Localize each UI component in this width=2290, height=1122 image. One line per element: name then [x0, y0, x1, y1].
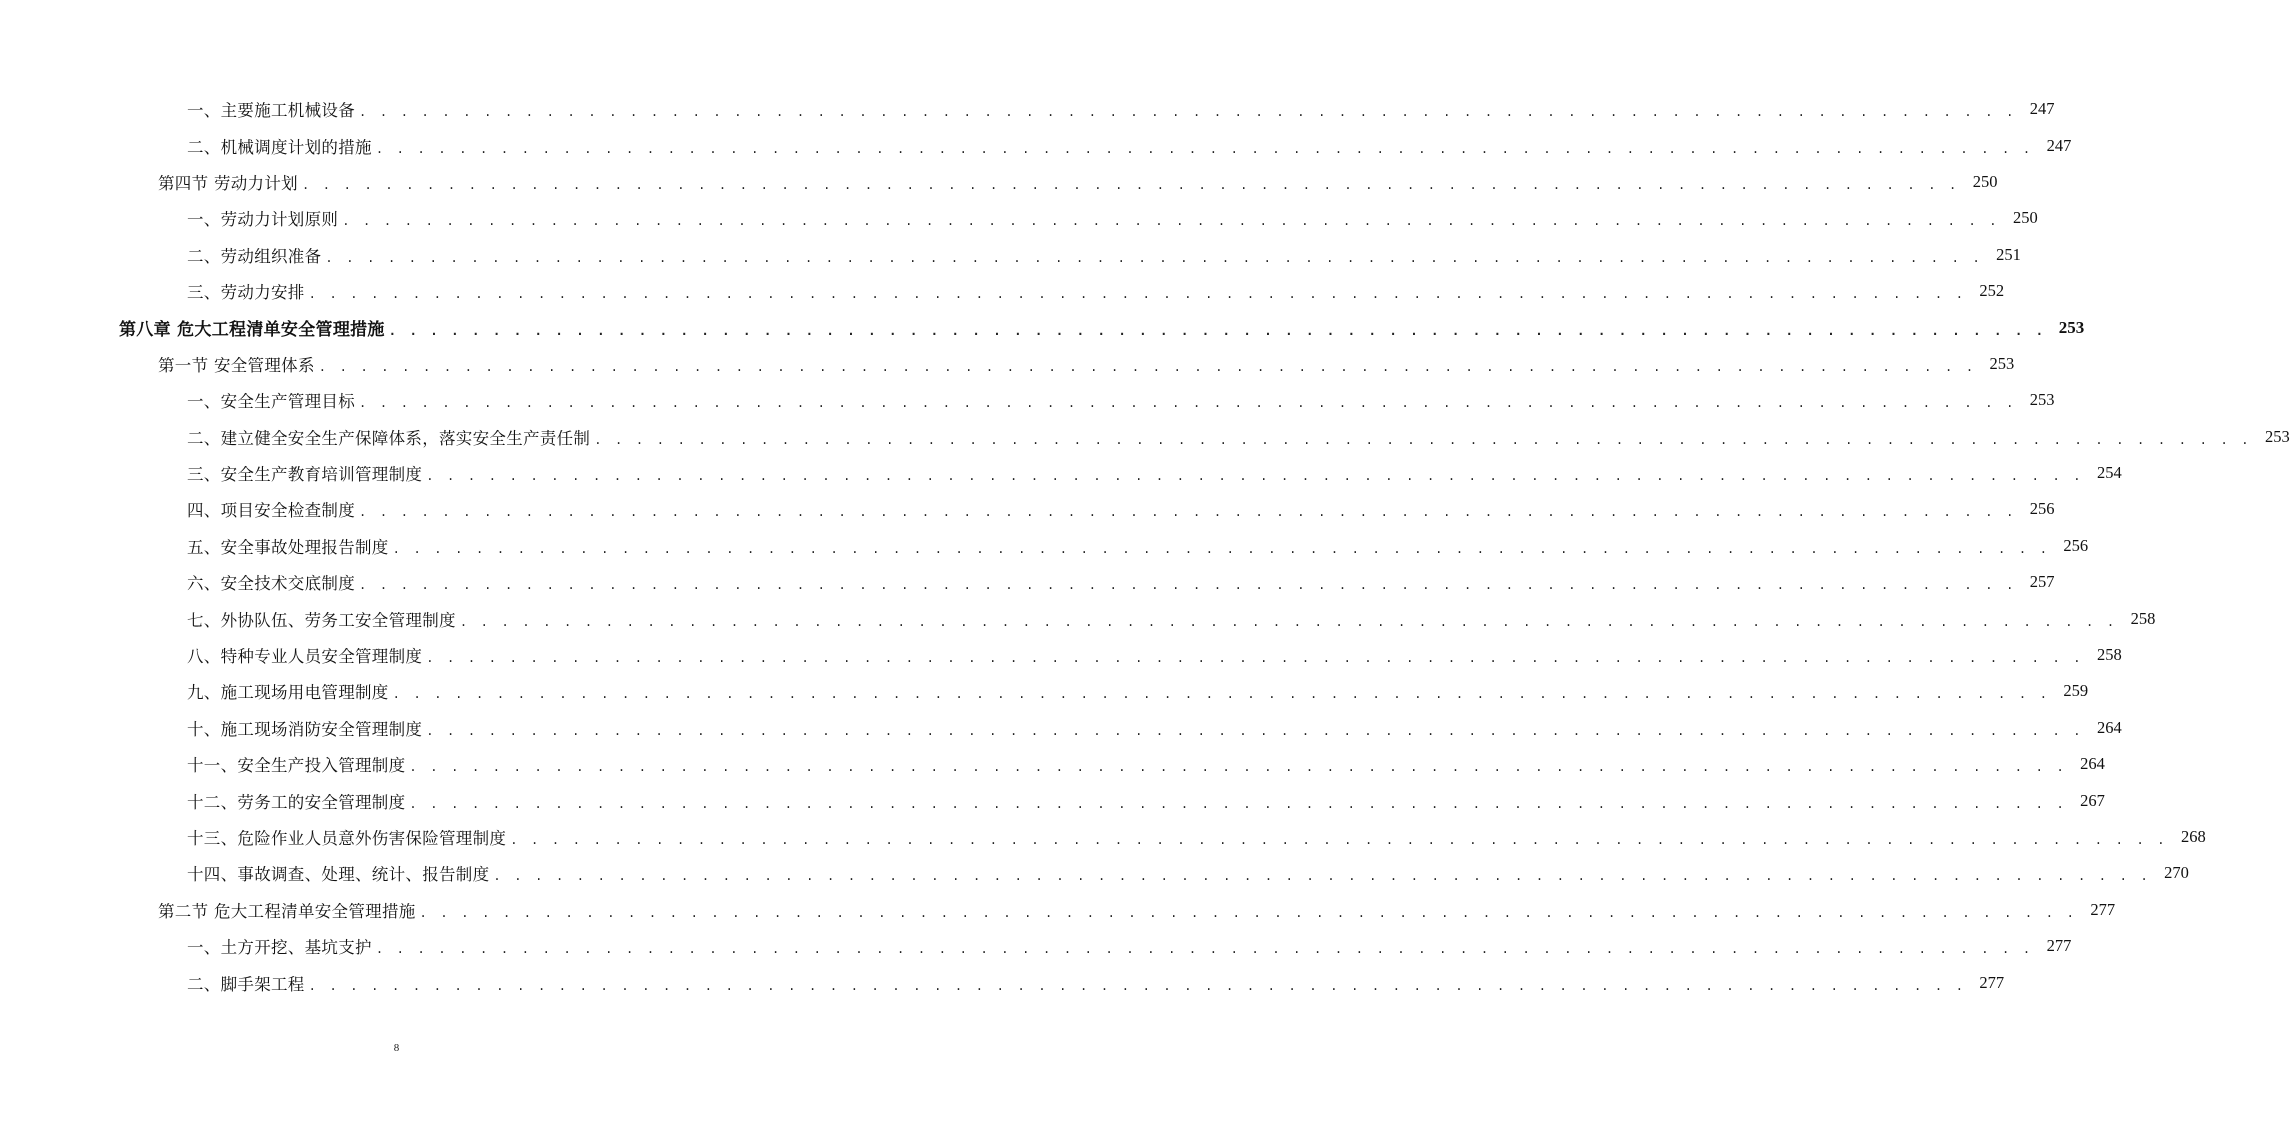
toc-dot-leader: . . . . . . . . . . . . . . . . . . . . . . . . . . . . . . . . . . . . . . . . . . . . . . . . . . . . . . . . . . . . . . . . . . . . . . . . . . . . . . . .	[392, 541, 2051, 556]
toc-entry-page: 268	[2180, 827, 2206, 846]
toc-entry-page: 253	[2029, 390, 2055, 410]
toc-dot-leader: . . . . . . . . . . . . . . . . . . . . . . . . . . . . . . . . . . . . . . . . . . . . . . . . . . . . . . . . . . . . . . . . . . . . . . . . . . . . . . . .	[301, 177, 1960, 192]
toc-dot-leader: . . . . . . . . . . . . . . . . . . . . . . . . . . . . . . . . . . . . . . . . . . . . . . . . . . . . . . . . . . . . . . . . . . . . . . . . . . . . . . . .	[318, 359, 1977, 374]
toc-dot-leader: . . . . . . . . . . . . . . . . . . . . . . . . . . . . . . . . . . . . . . . . . . . . . . . . . . . . . . . . . . . . . . . . . . . . . . . . . . . . . . . .	[426, 723, 2084, 738]
toc-entry-page: 277	[2090, 899, 2116, 919]
toc-entry-page: 250	[1972, 171, 1998, 191]
toc-entry-page: 254	[2096, 463, 2122, 483]
toc-entry-title: 一、主要施工机械设备	[187, 101, 355, 121]
toc-entry-title: 一、土方开挖、基坑支护	[187, 938, 372, 958]
toc-entry-title: 九、施工现场用电管理制度	[187, 683, 389, 703]
toc-entry-title: 三、劳动力安排	[187, 283, 305, 303]
toc-entry-title: 二、建立健全安全生产保障体系，落实安全生产责任制	[187, 428, 591, 448]
toc-entry-title: 五、安全事故处理报告制度	[187, 537, 389, 557]
toc-dot-leader: . . . . . . . . . . . . . . . . . . . . . . . . . . . . . . . . . . . . . . . . . . . . . . . . . . . . . . . . . . . . . . . . . . . . . . . . . . . . . . . .	[409, 760, 2067, 775]
toc-entry-title: 第一节 安全管理体系	[158, 355, 315, 375]
toc-entry-4[interactable]	[0, 200, 2038, 236]
page-number: 8	[393, 1042, 400, 1054]
toc-entry-page: 256	[2063, 535, 2089, 555]
toc-entry-title: 四、项目安全检查制度	[187, 501, 355, 521]
toc-entry-title: 十四、事故调查、处理、统计、报告制度	[187, 865, 490, 885]
toc-dot-leader: . . . . . . . . . . . . . . . . . . . . . . . . . . . . . . . . . . . . . . . . . . . . . . . . . . . . . . . . . . . . . . . . . . . . . . . . . . . . . . . .	[388, 323, 2047, 338]
toc-entry-12[interactable]	[0, 491, 2055, 527]
toc-entry-page: 253	[2058, 317, 2085, 337]
toc-dot-leader: . . . . . . . . . . . . . . . . . . . . . . . . . . . . . . . . . . . . . . . . . . . . . . . . . . . . . . . . . . . . . . . . . . . . . . . . . . . . . . . .	[459, 614, 2118, 629]
toc-dot-leader: . . . . . . . . . . . . . . . . . . . . . . . . . . . . . . . . . . . . . . . . . . . . . . . . . . . . . . . . . . . . . . . . . . . . . . . . . . . . . . . .	[392, 687, 2051, 702]
toc-entry-9[interactable]	[0, 382, 2055, 418]
toc-entry-title: 十三、危险作业人员意外伤害保险管理制度	[187, 829, 507, 848]
toc-dot-leader: . . . . . . . . . . . . . . . . . . . . . . . . . . . . . . . . . . . . . . . . . . . . . . . . . . . . . . . . . . . . . . . . . . . . . . . . . . . . . . . .	[375, 942, 2034, 957]
toc-entry-1[interactable]	[0, 91, 2055, 127]
toc-entry-10[interactable]	[0, 419, 2290, 455]
toc-dot-leader: . . . . . . . . . . . . . . . . . . . . . . . . . . . . . . . . . . . . . . . . . . . . . . . . . . . . . . . . . . . . . . . . . . . . . . . . . . . . . . . .	[359, 105, 2017, 120]
toc-dot-leader: . . . . . . . . . . . . . . . . . . . . . . . . . . . . . . . . . . . . . . . . . . . . . . . . . . . . . . . . . . . . . . . . . . . . . . . . . . . . . . . .	[426, 469, 2084, 484]
table-of-contents	[0, 91, 2290, 1001]
toc-dot-leader: . . . . . . . . . . . . . . . . . . . . . . . . . . . . . . . . . . . . . . . . . . . . . . . . . . . . . . . . . . . . . . . . . . . . . . . . . . . . . . . .	[342, 214, 2000, 229]
toc-entry-title: 六、安全技术交底制度	[187, 574, 355, 594]
toc-entry-23[interactable]	[0, 892, 2116, 928]
toc-entry-page: 264	[2080, 754, 2105, 774]
toc-entry-19[interactable]	[0, 746, 2105, 782]
toc-entry-21[interactable]	[0, 819, 2206, 855]
toc-entry-title: 第八章 危大工程清单安全管理措施	[119, 320, 385, 341]
toc-dot-leader: . . . . . . . . . . . . . . . . . . . . . . . . . . . . . . . . . . . . . . . . . . . . . . . . . . . . . . . . . . . . . . . . . . . . . . . . . . . . . . . .	[493, 869, 2151, 884]
toc-entry-title: 十、施工现场消防安全管理制度	[187, 719, 423, 739]
toc-entry-11[interactable]	[0, 455, 2122, 491]
toc-entry-page: 277	[2046, 936, 2072, 956]
toc-entry-title: 第四节 劳动力计划	[158, 173, 298, 193]
toc-dot-leader: . . . . . . . . . . . . . . . . . . . . . . . . . . . . . . . . . . . . . . . . . . . . . . . . . . . . . . . . . . . . . . . . . . . . . . . . . . . . . . . .	[308, 978, 1967, 993]
toc-entry-page: 277	[1979, 972, 2005, 992]
toc-dot-leader: . . . . . . . . . . . . . . . . . . . . . . . . . . . . . . . . . . . . . . . . . . . . . . . . . . . . . . . . . . . . . . . . . . . . . . . . . . . . . . . .	[594, 432, 2252, 447]
toc-entry-15[interactable]	[0, 600, 2156, 636]
toc-entry-page: 258	[2096, 645, 2122, 665]
toc-dot-leader: . . . . . . . . . . . . . . . . . . . . . . . . . . . . . . . . . . . . . . . . . . . . . . . . . . . . . . . . . . . . . . . . . . . . . . . . . . . . . . . .	[426, 651, 2084, 666]
toc-entry-3[interactable]	[0, 164, 1998, 200]
toc-entry-8[interactable]	[0, 346, 2015, 382]
toc-entry-2[interactable]	[0, 127, 2072, 163]
toc-entry-16[interactable]	[0, 637, 2122, 673]
toc-entry-5[interactable]	[0, 237, 2021, 273]
toc-entry-14[interactable]	[0, 564, 2055, 600]
toc-entry-title: 一、劳动力计划原则	[187, 210, 339, 230]
toc-entry-page: 251	[1996, 244, 2021, 264]
toc-dot-leader: . . . . . . . . . . . . . . . . . . . . . . . . . . . . . . . . . . . . . . . . . . . . . . . . . . . . . . . . . . . . . . . . . . . . . . . . . . . . . . . .	[409, 796, 2067, 811]
toc-dot-leader: . . . . . . . . . . . . . . . . . . . . . . . . . . . . . . . . . . . . . . . . . . . . . . . . . . . . . . . . . . . . . . . . . . . . . . . . . . . . . . . .	[359, 396, 2017, 411]
toc-entry-page: 252	[1979, 281, 2005, 301]
toc-entry-6[interactable]	[0, 273, 2005, 309]
toc-entry-title: 十二、劳务工的安全管理制度	[187, 792, 406, 812]
toc-entry-18[interactable]	[0, 710, 2122, 746]
toc-dot-leader: . . . . . . . . . . . . . . . . . . . . . . . . . . . . . . . . . . . . . . . . . . . . . . . . . . . . . . . . . . . . . . . . . . . . . . . . . . . . . . . .	[359, 578, 2017, 593]
toc-entry-page: 259	[2063, 681, 2089, 701]
toc-entry-title: 第二节 危大工程清单安全管理措施	[158, 901, 416, 921]
toc-dot-leader: . . . . . . . . . . . . . . . . . . . . . . . . . . . . . . . . . . . . . . . . . . . . . . . . . . . . . . . . . . . . . . . . . . . . . . . . . . . . . . . .	[375, 141, 2034, 156]
toc-entry-24[interactable]	[0, 928, 2072, 964]
toc-entry-13[interactable]	[0, 528, 2089, 564]
toc-entry-page: 257	[2029, 572, 2055, 592]
toc-entry-title: 十一、安全生产投入管理制度	[187, 756, 406, 776]
toc-entry-page: 258	[2130, 608, 2156, 628]
toc-entry-25[interactable]	[0, 964, 2005, 1000]
toc-entry-page: 267	[2080, 790, 2105, 810]
toc-entry-title: 三、安全生产教育培训管理制度	[187, 465, 423, 485]
toc-dot-leader: . . . . . . . . . . . . . . . . . . . . . . . . . . . . . . . . . . . . . . . . . . . . . . . . . . . . . . . . . . . . . . . . . . . . . . . . . . . . . . . .	[308, 287, 1967, 302]
toc-entry-page: 250	[2012, 208, 2038, 228]
toc-entry-7[interactable]	[0, 309, 2085, 345]
toc-dot-leader: . . . . . . . . . . . . . . . . . . . . . . . . . . . . . . . . . . . . . . . . . . . . . . . . . . . . . . . . . . . . . . . . . . . . . . . . . . . . . . . .	[325, 250, 1983, 265]
toc-entry-title: 二、机械调度计划的措施	[187, 137, 372, 157]
toc-dot-leader: . . . . . . . . . . . . . . . . . . . . . . . . . . . . . . . . . . . . . . . . . . . . . . . . . . . . . . . . . . . . . . . . . . . . . . . . . . . . . . . .	[419, 905, 2078, 920]
toc-entry-page: 253	[2264, 426, 2290, 446]
toc-entry-title: 一、安全生产管理目标	[187, 392, 355, 412]
toc-entry-page: 253	[1989, 353, 2015, 373]
toc-entry-title: 七、外协队伍、劳务工安全管理制度	[187, 610, 456, 630]
toc-entry-20[interactable]	[0, 782, 2105, 818]
toc-dot-leader: . . . . . . . . . . . . . . . . . . . . . . . . . . . . . . . . . . . . . . . . . . . . . . . . . . . . . . . . . . . . . . . . . . . . . . . . . . . . . . . .	[359, 505, 2017, 520]
toc-entry-title: 二、劳动组织准备	[187, 246, 322, 266]
toc-entry-title: 二、脚手架工程	[187, 974, 305, 994]
toc-entry-page: 256	[2029, 499, 2055, 519]
toc-entry-page: 264	[2096, 717, 2122, 737]
toc-entry-17[interactable]	[0, 673, 2089, 709]
toc-dot-leader: . . . . . . . . . . . . . . . . . . . . . . . . . . . . . . . . . . . . . . . . . . . . . . . . . . . . . . . . . . . . . . . . . . . . . . . . . . . . . . . .	[510, 833, 2168, 847]
toc-entry-page: 270	[2164, 863, 2189, 883]
toc-entry-22[interactable]	[0, 855, 2189, 891]
toc-entry-page: 247	[2029, 99, 2055, 119]
toc-entry-page: 247	[2046, 135, 2072, 155]
toc-entry-title: 八、特种专业人员安全管理制度	[187, 647, 423, 667]
